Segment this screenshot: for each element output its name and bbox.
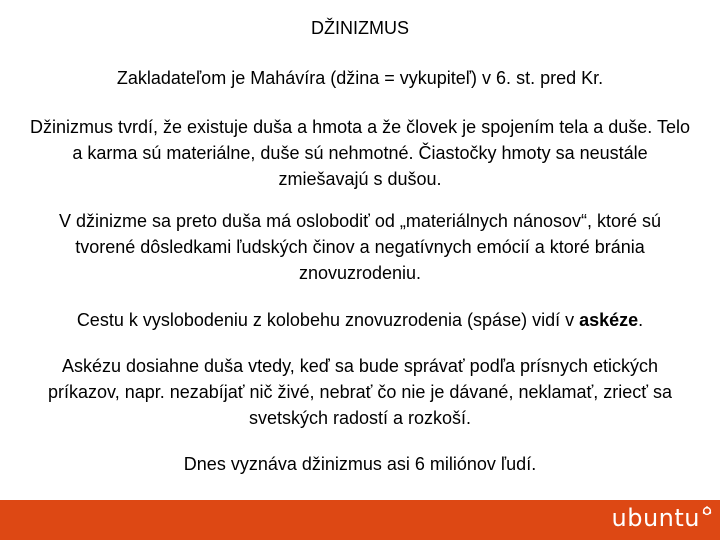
paragraph-followers: Dnes vyznáva džinizmus asi 6 miliónov ľudí. — [183, 454, 537, 474]
paragraph-liberation: V džinizme sa preto duša má oslobodiť od „materiálnych nánosov“, ktoré sú tvorené dôsledkami ľudských činov a negatívnych emócií a ktoré bránia znovuzrodeniu. — [58, 211, 662, 283]
footer-bar — [0, 500, 720, 540]
paragraph-asceticism-end: . — [638, 310, 644, 330]
paragraph-founder: Zakladateľom je Mahávíra (džina = vykupiteľ) v 6. st. pred Kr. — [116, 68, 604, 88]
ubuntu-logo-text: ubuntu — [611, 504, 700, 532]
paragraph-asceticism-text: Cestu k vyslobodeniu z kolobehu znovuzrodenia (spáse) vidí v — [76, 310, 580, 330]
paragraph-asceticism-bold: askéze — [579, 310, 639, 330]
paragraph-soul-matter: Džinizmus tvrdí, že existuje duša a hmota a že človek je spojením tela a duše. Telo a karma sú materiálne, duše sú nehmotné. Čiastočky hmoty sa neustále zmiešavajú s dušou. — [30, 117, 690, 189]
paragraph-ethics: Askézu dosiahne duša vtedy, keď sa bude správať podľa prísnych etických príkazov, napr. nezabíjať nič živé, nebrať čo nie je dávané, neklamať, zriecť sa svetských radostí a rozkoší. — [48, 356, 672, 428]
ubuntu-circle-of-friends-icon — [702, 506, 712, 516]
paragraph-asceticism — [30, 307, 690, 333]
slide-title: DŽINIZMUS — [311, 18, 409, 38]
